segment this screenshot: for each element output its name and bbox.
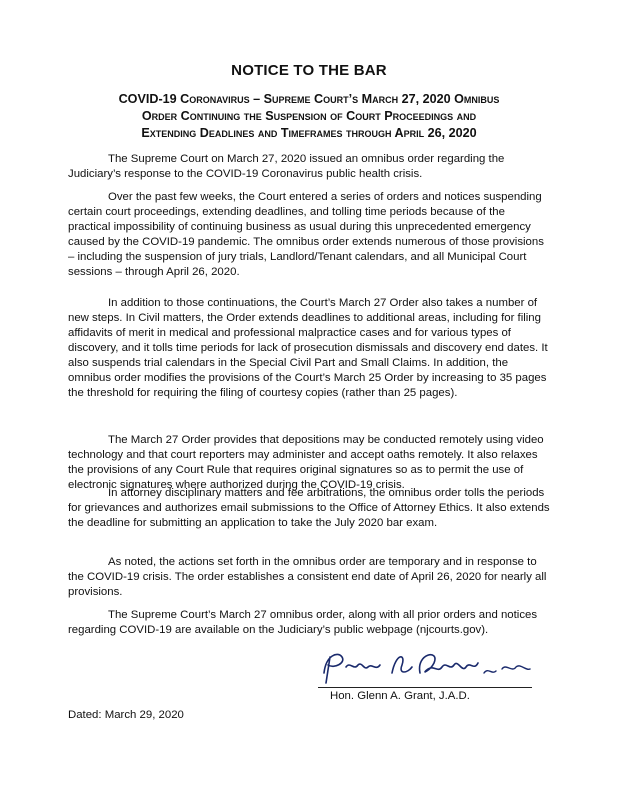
paragraph-5: [68, 486, 550, 531]
paragraph-6: [68, 555, 550, 600]
subtitle-line-1: COVID-19 Coronavirus – Supreme Court’s March 27, 2020 Omnibus: [118, 92, 500, 106]
signer-name: Hon. Glenn A. Grant, J.A.D.: [330, 690, 470, 702]
paragraph-text: Over the past few weeks, the Court entered a series of orders and notices suspending certain court proceedings, extending deadlines, and tolling time periods because of the practical impossibility of continuing business as usual during this unprecedented emergency caused by the COVID-19 pandemic. The omnibus order extends numerous of those provisions – including the suspension of jury trials, Landlord/Tenant calendars, and all Municipal Court sessions – through April 26, 2020.: [68, 191, 544, 278]
paragraph-1: [68, 152, 550, 182]
paragraph-text: The Supreme Court on March 27, 2020 issued an omnibus order regarding the Judiciary’s response to the COVID-19 Coronavirus public health crisis.: [68, 153, 505, 180]
paragraph-text: As noted, the actions set forth in the omnibus order are temporary and in response to the COVID-19 crisis. The order establishes a consistent end date of April 26, 2020 for nearly all provisions.: [68, 556, 547, 598]
subtitle-line-3: Extending Deadlines and Timeframes through April 26, 2020: [141, 126, 477, 140]
paragraph-text: The March 27 Order provides that depositions may be conducted remotely using video technology and that court reporters may administer and accept oaths remotely. It also relaxes the provisions of any Court Rule that requires original signatures so as to permit the use of electronic signatures where authorized during the COVID-19 crisis.: [68, 434, 544, 491]
paragraph-7: [68, 608, 550, 638]
subtitle-line-2: Order Continuing the Suspension of Court Proceedings and: [141, 109, 477, 123]
notice-subtitle: [68, 91, 550, 142]
paragraph-3: [68, 296, 550, 401]
dated-line: Dated: March 29, 2020: [68, 709, 184, 721]
notice-title: NOTICE TO THE BAR: [231, 62, 387, 79]
handwritten-signature: [316, 643, 546, 689]
paragraph-text: In addition to those continuations, the Court’s March 27 Order also takes a number of new steps. In Civil matters, the Order extends deadlines to additional areas, including for filing affidavits of merit in medical and professional malpractice cases and for various types of discovery, and it tolls time periods for lack of prosecution dismissals and discovery end dates. It also suspends trial calendars in the Special Civil Part and Small Claims. In addition, the omnibus order modifies the provisions of the Court’s March 25 Order by increasing to 35 pages the threshold for requiring the filing of courtesy copies (rather than 25 pages).: [68, 297, 548, 399]
paragraph-4: [68, 433, 550, 493]
signature-line: [318, 687, 532, 688]
signature-scribble: [316, 643, 546, 689]
paragraph-2: [68, 190, 550, 280]
paragraph-text: The Supreme Court’s March 27 omnibus order, along with all prior orders and notices regarding COVID-19 are available on the Judiciary’s public webpage (njcourts.gov).: [68, 609, 538, 636]
paragraph-text: In attorney disciplinary matters and fee arbitrations, the omnibus order tolls the periods for grievances and authorizes email submissions to the Office of Attorney Ethics. It also extends the deadline for submitting an application to take the July 2020 bar exam.: [68, 487, 550, 529]
